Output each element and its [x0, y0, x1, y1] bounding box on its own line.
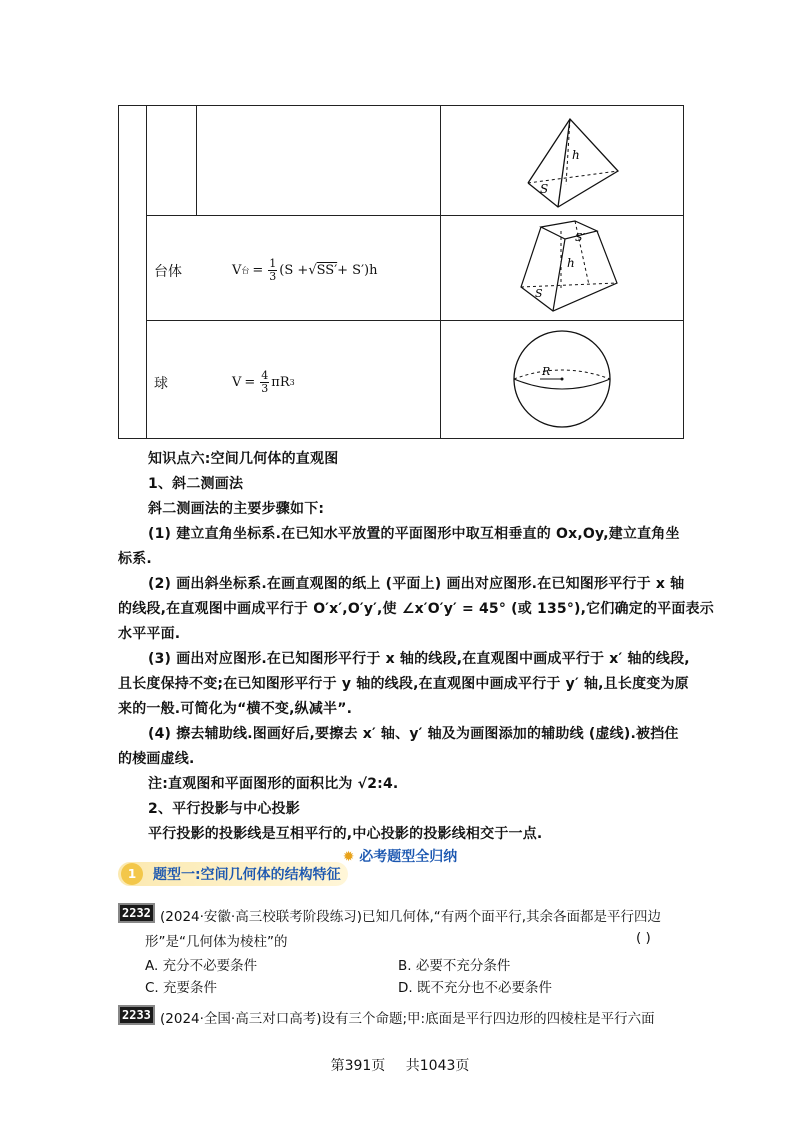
formula-equals: =: [252, 262, 264, 278]
question-number-2233: 2233: [118, 1005, 155, 1025]
type-number-badge: 1: [121, 863, 143, 885]
formula-fraction: [260, 370, 269, 395]
step4-line2: 的棱画虚线.: [118, 751, 195, 767]
step2-line3: 水平平面.: [118, 626, 181, 642]
pyramid-height-label: h: [572, 148, 580, 162]
subsection-projection: 2、平行投影与中心投影: [148, 801, 300, 817]
pyramid-figure: [518, 113, 628, 213]
step3-line3: 来的一般.可简化为“横不变,纵减半”.: [118, 701, 353, 717]
page-footer: [0, 1055, 800, 1075]
answer-paren: ( ): [636, 930, 651, 946]
step2-line1: (2) 画出斜坐标系.在画直观图的纸上 (平面上) 画出对应图形.在已知图形平行于 x 轴: [148, 576, 685, 592]
area-ratio-note: 注:直观图和平面图形的面积比为 √2:4.: [148, 776, 399, 792]
formula-subscript: 台: [241, 265, 250, 275]
must-title-text: 必考题型全归纳: [359, 849, 458, 865]
question-type-banner: [118, 862, 348, 886]
table-border-left: [118, 105, 119, 439]
table-border-top: [118, 105, 684, 106]
formula-lhs: V: [232, 262, 242, 278]
sphere-figure: [510, 327, 614, 431]
option-a: A. 充分不必要条件: [145, 958, 258, 974]
must-title: [0, 846, 800, 866]
table-row-divider: [146, 215, 684, 216]
sphere-radius-label: R: [542, 365, 551, 378]
table-row-divider: [146, 320, 684, 321]
step4-line1: (4) 擦去辅助线.图画好后,要擦去 x′ 轴、y′ 轴及为画图添加的辅助线 (虚线).被挡住: [148, 726, 679, 742]
formula-equals: =: [244, 374, 256, 390]
frustum-bottom-label: S: [535, 287, 543, 300]
step3-line2: 且长度保持不变;在已知图形平行于 y 轴的线段,在直观图中画成平行于 y′ 轴,且长度变为原: [118, 676, 689, 692]
frustum-volume-formula: [232, 255, 377, 285]
step1-line1: (1) 建立直角坐标系.在已知水平放置的平面图形中取互相垂直的 Ox,Oy,建立直角坐: [148, 526, 680, 542]
steps-intro: 斜二测画法的主要步骤如下:: [148, 501, 325, 517]
page-number: 第391页: [330, 1058, 386, 1074]
sqrt-sign: √: [308, 262, 317, 278]
table-divider: [196, 105, 197, 215]
sphere-label: 球: [154, 376, 168, 392]
frustum-label: 台体: [154, 264, 182, 280]
table-divider: [440, 105, 441, 439]
frustum-top-label: S′: [575, 231, 586, 244]
formula-fraction: [268, 258, 277, 283]
step1-line2: 标系.: [118, 551, 152, 567]
formula-superscript: 3: [289, 377, 295, 387]
q2232-line1: (2024·安徽·高三校联考阶段练习)已知几何体,“有两个面平行,其余各面都是平行四边: [160, 909, 662, 925]
formula-part: (S +: [279, 262, 309, 278]
table-border-right: [683, 105, 684, 439]
formula-part: + S′)h: [337, 262, 378, 278]
table-border-bottom: [118, 438, 684, 439]
step2-line2: 的线段,在直观图中画成平行于 O′x′,O′y′,使 ∠x′O′y′ = 45° (或 135°),它们确定的平面表示: [118, 601, 714, 617]
projection-text: 平行投影的投影线是互相平行的,中心投影的投影线相交于一点.: [148, 826, 543, 842]
option-d: D. 既不充分也不必要条件: [398, 980, 552, 996]
frustum-figure: [513, 217, 623, 317]
lightbulb-icon: ✹: [342, 849, 355, 865]
pyramid-base-label: S: [540, 182, 549, 196]
sphere-volume-formula: [232, 367, 295, 397]
fraction-denominator: 3: [261, 381, 269, 395]
fraction-numerator: 4: [261, 368, 269, 382]
fraction-denominator: 3: [269, 269, 277, 283]
subsection-oblique: 1、斜二测画法: [148, 476, 244, 492]
option-b: B. 必要不充分条件: [398, 958, 511, 974]
step3-line1: (3) 画出对应图形.在已知图形平行于 x 轴的线段,在直观图中画成平行于 x′ 轴的线段,: [148, 651, 690, 667]
formula-lhs: V: [232, 374, 242, 390]
option-c: C. 充要条件: [145, 980, 218, 996]
question-number-2232: 2232: [118, 903, 155, 923]
q2232-line2: 形”是“几何体为棱柱”的: [145, 934, 288, 950]
q2233-line1: (2024·全国·高三对口高考)设有三个命题;甲:底面是平行四边形的四棱柱是平行六面: [160, 1011, 655, 1027]
formula-table: [118, 105, 684, 439]
type-banner-text: 题型一:空间几何体的结构特征: [153, 867, 341, 883]
formula-part: πR: [271, 374, 290, 390]
formula-radicand: SS′: [316, 262, 338, 278]
frustum-height-label: h: [567, 256, 575, 270]
page-total: 共1043页: [405, 1058, 470, 1074]
table-divider: [146, 105, 147, 439]
fraction-numerator: 1: [269, 256, 277, 270]
section-heading: 知识点六:空间几何体的直观图: [148, 451, 339, 467]
